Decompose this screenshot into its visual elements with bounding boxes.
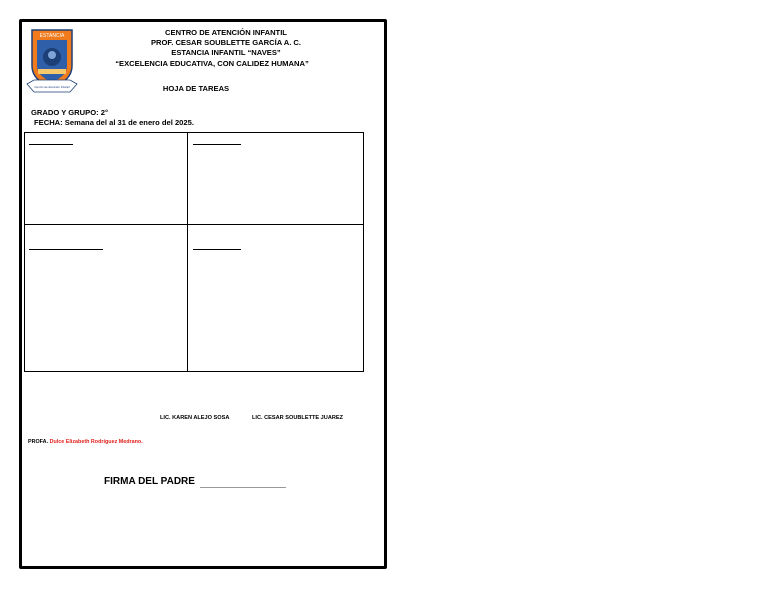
signature-left: LIC. KAREN ALEJO SOSA bbox=[160, 415, 230, 421]
header-line-2: PROF. CESAR SOUBLETTE GARCÍA A. C. bbox=[150, 38, 302, 47]
fecha: FECHA: Semana del al 31 de enero del 2025. bbox=[34, 118, 194, 127]
header-line-1: CENTRO DE ATENCIÓN INFANTIL bbox=[165, 28, 287, 37]
task-sheet bbox=[19, 19, 387, 569]
grid-divider-vertical bbox=[187, 133, 188, 371]
task-grid bbox=[24, 132, 364, 372]
header-line-3: ESTANCIA INFANTIL “NAVES” bbox=[171, 48, 281, 57]
teacher-line bbox=[28, 439, 143, 445]
grado-grupo: GRADO Y GRUPO: 2° bbox=[31, 108, 109, 117]
subject-blank-4[interactable] bbox=[193, 249, 241, 250]
header-line-4: “EXCELENCIA EDUCATIVA, CON CALIDEZ HUMANA” bbox=[115, 59, 309, 68]
signature-right: LIC. CESAR SOUBLETTE JUAREZ bbox=[252, 415, 344, 421]
parent-signature-label: FIRMA DEL PADRE bbox=[104, 476, 195, 487]
subject-blank-2[interactable] bbox=[193, 144, 241, 145]
teacher-name: Dulce Elizabeth Rodríguez Medrano. bbox=[49, 439, 143, 445]
subject-blank-3[interactable] bbox=[29, 249, 103, 250]
teacher-label: PROFA. bbox=[28, 439, 49, 445]
subject-blank-1[interactable] bbox=[29, 144, 73, 145]
page-title: HOJA DE TAREAS bbox=[162, 84, 230, 93]
logo-ribbon-text: Centro de Atención Infantil bbox=[34, 85, 70, 89]
svg-text:ESTANCIA: ESTANCIA bbox=[39, 33, 65, 39]
grid-divider-horizontal bbox=[25, 224, 363, 225]
parent-signature-line[interactable] bbox=[200, 487, 286, 488]
